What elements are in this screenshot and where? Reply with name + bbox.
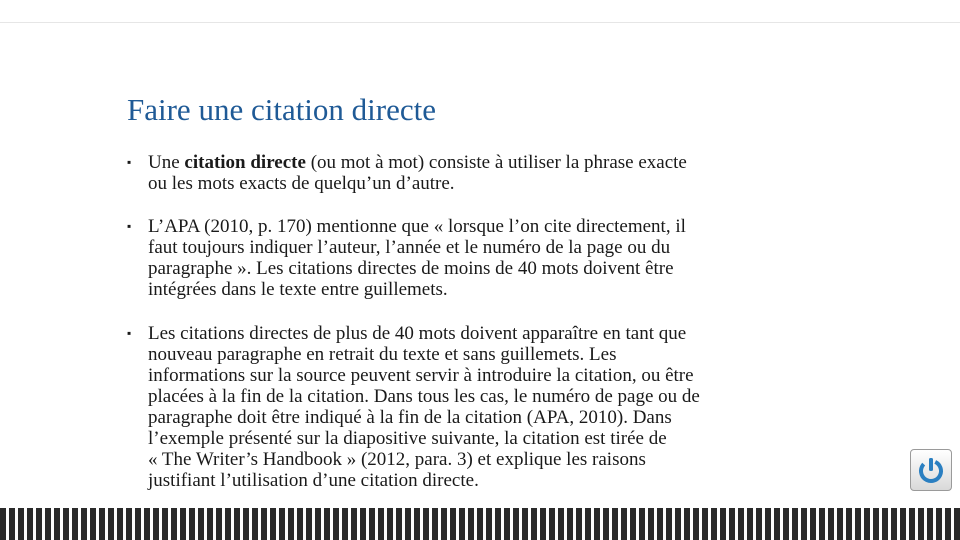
bullet-3-line-7: « The Writer’s Handbook » (2012, para. 3) et explique les raisons [148, 449, 646, 470]
bullet-1-prefix: Une [148, 152, 185, 173]
bullet-2-line-4: intégrées dans le texte entre guillemets. [148, 279, 448, 300]
top-bar [0, 0, 960, 23]
bullet-2-line-1: L’APA (2010, p. 170) mentionne que « lorsque l’on cite directement, il [148, 216, 686, 237]
bullet-marker: ▪ [127, 326, 132, 340]
bullet-3-line-2: nouveau paragraphe en retrait du texte et sans guillemets. Les [148, 344, 617, 365]
bullet-3-line-3: informations sur la source peuvent servir à introduire la citation, ou être [148, 365, 694, 386]
bullet-3-line-6: l’exemple présenté sur la diapositive suivante, la citation est tirée de [148, 428, 667, 449]
bullet-3-line-1: Les citations directes de plus de 40 mots doivent apparaître en tant que [148, 323, 687, 344]
bullet-1-line-1 [148, 152, 838, 173]
bullet-item-1 [127, 152, 838, 194]
bullet-marker: ▪ [127, 219, 132, 233]
bullet-3-line-4: placées à la fin de la citation. Dans tous les cas, le numéro de page ou de [148, 386, 700, 407]
bullet-1-bold-term: citation directe [184, 152, 306, 173]
bullet-item-3 [127, 323, 838, 491]
slide-title: Faire une citation directe [127, 92, 437, 127]
bullet-marker: ▪ [127, 155, 132, 169]
slide-content [127, 152, 838, 512]
bullet-1-suffix: (ou mot à mot) consiste à utiliser la phrase exacte [305, 152, 687, 173]
bottom-decorative-strip [0, 500, 960, 540]
bullet-item-2 [127, 216, 838, 300]
bullet-2-line-3: paragraphe ». Les citations directes de moins de 40 mots doivent être [148, 258, 674, 279]
bullet-3-line-8: justifiant l’utilisation d’une citation directe. [148, 470, 479, 491]
bullet-2-line-2: faut toujours indiquer l’auteur, l’année et le numéro de la page ou du [148, 237, 671, 258]
power-button[interactable] [910, 449, 952, 491]
bullet-1-line-2: ou les mots exacts de quelqu’un d’autre. [148, 173, 455, 194]
power-icon [916, 455, 946, 485]
bullet-3-line-5: paragraphe doit être indiqué à la fin de la citation (APA, 2010). Dans [148, 407, 672, 428]
